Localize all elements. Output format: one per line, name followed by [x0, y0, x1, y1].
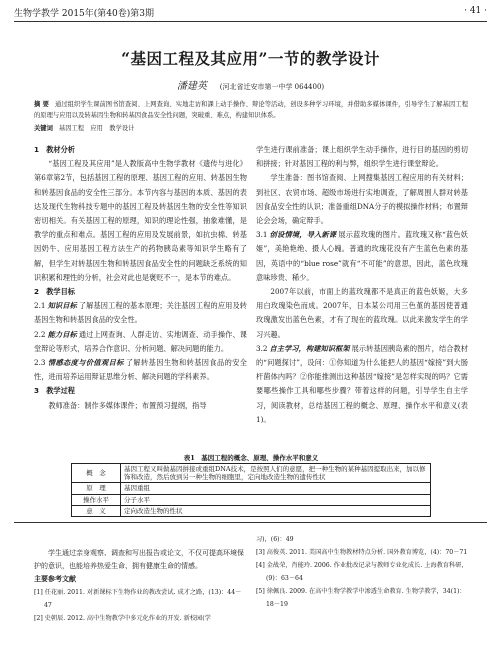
table-key: 意 义 [72, 505, 121, 516]
abstract-text: 通过组织学生课前图书馆查阅、上网查询、实地走访和課上动手操作、辩论等活动，创设多种学习环境，并借助多媒体课件，引导学生了解基因工程的原理与应用以及转基因生物和转基因食品安全性问题，突破重、难点，构建知识体系。 [34, 101, 468, 119]
table-value: 定向改造生物的性状 [121, 505, 431, 516]
objective-item: 2.3 情感态度与价值观目标 了解转基因生物和转基因食品的安全性，进而培养运用辩证思维分析、解决问题的学科素养。 [34, 358, 247, 382]
reference-item: [3] 高俊英. 2011. 美国高中生物教材特点分析. 国外教育博览，(4)：70－71 [256, 549, 468, 556]
paragraph: “基因工程及其应用”是人教版高中生物学教材《遗传与进化》第6章第2节，包括基因工程的原理、基因工程的应用、转基因生物和转基因食品的安全性三部分。本节内容与基因的本质、基因的表达及现代生物科技专题中的基因工程及转基因生物的安全性等知识密切相关。有关基因工程的原理，知识的理论性强，抽象难懂，是教学的重点和难点。基因工程的应用及发展前景，如抗虫棉、转基因奶牛、应用基因工程方法生产的药物胰岛素等知识学生略有了解，但学生对转基因生物和转基因食品安全性的问题缺乏系统的知识积累和理性的分析，社会对此也是褒贬不一，是本节的难点。 [34, 159, 247, 282]
subsection: 3.2 自主学习，构建知识框架 展示转基因胰岛素的图片，结合教材的“问题探讨”，设问：①你知道为什么能把人的基因“嫁接”到大肠杆菌体内吗？②你能推测出这种基因“嫁接”是怎样实现的吗？它需要哪些操作工具和哪些步骤？带着这样的问题，引导学生自主学习，阅读教材，总结基因工程的概念、原理、操作水平和意义(表1)。 [256, 343, 468, 424]
right-column [256, 143, 468, 427]
reference-item: [2] 史朝辰. 2012. 高中生物教学中多元化作业的开发. 新校园(学 [34, 615, 211, 622]
table-value: 分子水平 [121, 494, 431, 505]
abstract [34, 99, 468, 121]
keywords [34, 124, 468, 134]
section-heading: 3 教学过程 [34, 386, 75, 396]
closing-paragraph: 学生通过亲身观察、调查和写出报告或论文，不仅可提高环境保护的意识，也能培养热爱生命、拥有健康生命的情感。 [34, 549, 244, 570]
keywords-label: 关键词 [34, 125, 53, 132]
reference-item: 习)，(6)：49 [256, 536, 294, 543]
table-row [72, 483, 431, 494]
author-line [0, 77, 501, 92]
author-affiliation: (河北省迁安市第一中学 064400) [219, 83, 325, 91]
table-key: 操作水平 [72, 494, 121, 505]
concept-table [71, 463, 431, 517]
table-key: 概 念 [72, 464, 121, 483]
article-title: “基因工程及其应用”一节的教学设计 [121, 49, 380, 68]
references-heading: 主要参考文献 [34, 575, 76, 583]
reference-item: [5] 徐佩良. 2009. 在高中生物学教学中渗透生命教育. 生物学教学，34(1)：18－19 [256, 588, 466, 608]
objective-item: 2.1 知识目标 了解基因工程的基本原理；关注基因工程的应用及转基因生物和转基因食品的安全性。 [34, 301, 247, 325]
footer-left [34, 547, 247, 625]
objective-item: 2.2 能力目标 通过上网查询、人群走访、实地调查、动手操作、课堂辩论等形式，培养合作意识、分析问题、解决问题的能力。 [34, 329, 247, 353]
table-key: 原 理 [72, 483, 121, 494]
keywords-text: 基因工程 应用 教学设计 [58, 125, 135, 132]
section-heading: 1 教材分析 [34, 145, 75, 154]
paragraph: 教师准备：制作多媒体课件；布置预习提纲，指导 [48, 400, 207, 410]
running-header [14, 6, 487, 20]
footer-right [256, 533, 468, 611]
journal-info: 生物学教学 2015年(第40卷)第3期 [14, 9, 154, 19]
page-number: · 41 · [464, 6, 487, 16]
reference-item: [1] 任花丽. 2011. 对新课标下生物作业的教改尝试. 成才之路，(13)：44－47 [34, 589, 242, 609]
table-value: 基因重组 [121, 483, 431, 494]
author-name: 潘建英 [176, 81, 207, 92]
reference-item: [4] 金战荣，肖能玲. 2006. 作业批改记录与教师专业化成长. 上海教育科研，(9)：63－64 [256, 562, 468, 582]
subsection: 3.1 创设情境，导入新课 展示蓝玫瑰的图片。蓝玫瑰又称“蓝色妖姬”，美艳艳绝、摄人心魄。普通的玫瑰花没有产生蓝色色素的基因，英语中的“blue rose”就有“不可能”的意思，因此，蓝色玫瑰意味珍贵、稀少。 [256, 230, 468, 282]
paragraph: 2007年以前，市面上的蓝玫瑰都不是真正的蓝色妖姬，大多用白玫瑰染色而成。2007年，日本某公司用三色堇的基因使普通玫瑰激发出蓝色色素，才有了现在的蓝玫瑰。以此来激发学生的学习兴趣。 [256, 287, 468, 339]
left-column [34, 143, 247, 413]
abstract-label: 摘 要 [34, 101, 49, 108]
header-rule [14, 21, 487, 22]
paragraph: 学生进行课前准备；课上组织学生动手操作，进行目的基因的剪切和拼接；针对基因工程的利与弊，组织学生进行课堂辩论。 [256, 145, 468, 169]
section-heading: 2 教学目标 [34, 287, 75, 297]
table-caption: 表1 基因工程的概念、原理、操作水平和意义 [183, 454, 319, 462]
table-row [72, 464, 431, 483]
table-row [72, 505, 431, 516]
paragraph: 学生准备：图书馆查阅、上网搜集基因工程应用的有关材料；到社区、农贸市场、超级市场进行实地调查，了解周围人群对转基因食品安全性的认识；准备重组DNA分子的模拟操作材料；布置辩论会会场，确定辩手。 [256, 173, 468, 226]
table-row [72, 494, 431, 505]
section-divider [14, 522, 487, 523]
table-value: 基因工程又叫做基因拼接或重组DNA技术，是按照人们的意愿，把一种生物的某种基因提取出来，加以修饰和改造，然后放到另一种生物的细胞里，定向地改造生物的遗传性状 [121, 464, 431, 483]
